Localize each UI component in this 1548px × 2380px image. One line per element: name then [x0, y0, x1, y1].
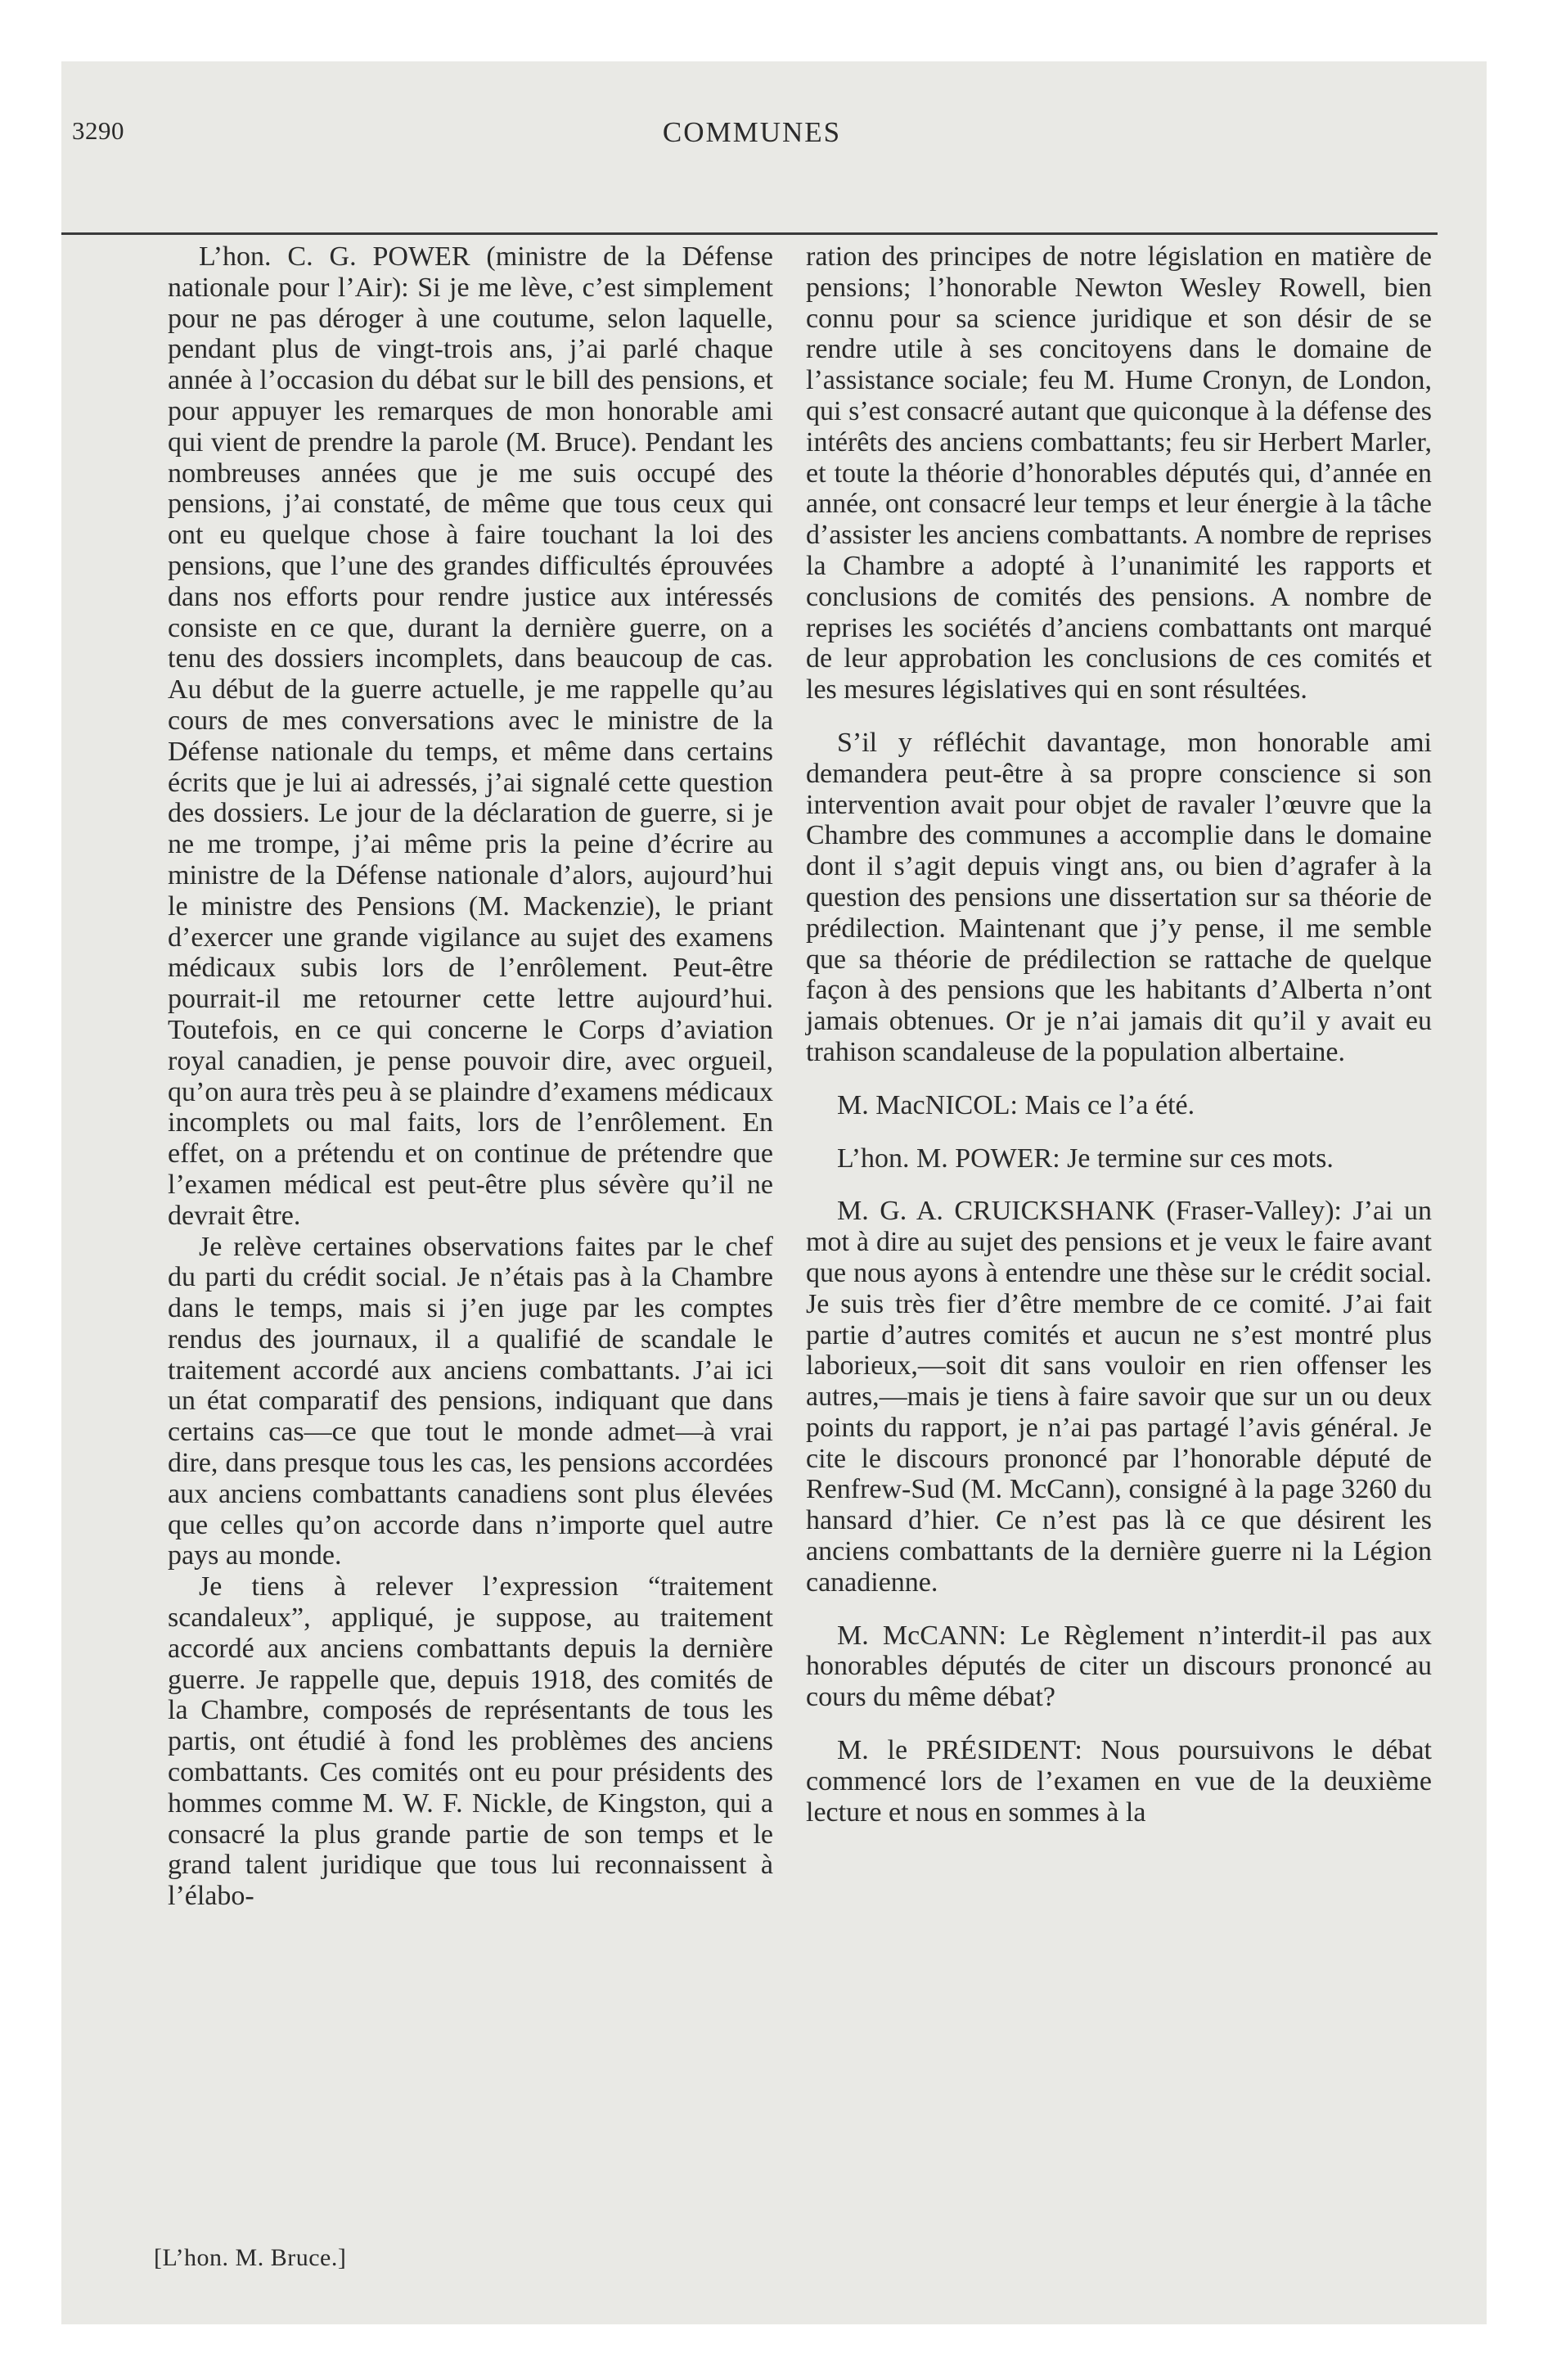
page-header: [72, 116, 1432, 157]
paragraph-power-speech: L’hon. C. G. POWER (ministre de la Défense nationale pour l’Air): Si je me lève, c’est simplement pour ne pas déroger à une coutume, selon laquelle, pendant plus de vingt-trois ans, j’ai parlé chaque année à l’occasion du débat sur le bill des pensions, et pour appuyer les remarques de mon honorable ami qui vient de prendre la parole (M. Bruce). Pendant les nombreuses années que je me suis occupé des pensions, j’ai constaté, de même que tous ceux qui ont eu quelque chose à faire touchant la loi des pensions, que l’une des grandes difficultés éprouvées dans nos efforts pour rendre justice aux intéressés consiste en ce que, durant la dernière guerre, on a tenu des dossiers incomplets, dans beaucoup de cas. Au début de la guerre actuelle, je me rappelle qu’au cours de mes conversations avec le ministre de la Défense nationale du temps, et même dans certains écrits que je lui ai adressés, j’ai signalé cette question des dossiers. Le jour de la déclaration de guerre, si je ne me trompe, j’ai même pris la peine d’écrire au ministre de la Défense nationale d’alors, aujourd’hui le ministre des Pensions (M. Mackenzie), le priant d’exercer une grande vigilance au sujet des examens médicaux subis lors de l’enrôlement. Peut-être pourrait-il me retourner cette lettre aujourd’hui. Toutefois, en ce qui concerne le Corps d’aviation royal canadien, je pense pouvoir dire, avec orgueil, qu’on aura très peu à se plaindre d’examens médicaux incomplets ou mal faits, lors de l’enrôlement. En effet, on a prétendu et on continue de prétendre que l’examen médical est peut-être plus sévère qu’il ne devrait être.: [168, 241, 773, 1231]
paragraph-macnicol: M. MacNICOL: Mais ce l’a été.: [837, 1089, 1195, 1120]
running-head: COMMUNES: [662, 116, 842, 148]
paragraph-reflexion: S’il y réfléchit davantage, mon honorable ami demandera peut-être à sa propre conscience si son intervention avait pour objet de ravaler l’œuvre que la Chambre des communes a accomplie dans le domaine dont il s’agit depuis vingt ans, ou bien d’agrafer à la question des pensions une dissertation sur sa théorie de prédilection. Maintenant que j’y pense, il me semble que sa théorie de prédilection se rattache de quelque façon à des pensions que les habitants d’Alberta n’ont jamais obtenues. Or je n’ai jamais dit qu’il y avait eu trahison scandaleuse de la population albertaine.: [806, 727, 1432, 1067]
header-rule: [61, 232, 1438, 235]
right-column: [806, 241, 1432, 1828]
left-column: [168, 241, 773, 1912]
paragraph-traitement-scandaleux: Je tiens à relever l’expression “traitement scandaleux”, appliqué, je suppose, au traitement accordé aux anciens combattants depuis la dernière guerre. Je rappelle que, depuis 1918, des comités de la Chambre, composés de représentants de tous les partis, ont étudié à fond les problèmes des anciens combattants. Ces comités ont eu pour présidents des hommes comme M. W. F. Nickle, de Kingston, qui a consacré la plus grande partie de son temps et le grand talent juridique que tous lui reconnaissent à l’élabo-: [168, 1571, 773, 1912]
paragraph-mccann: M. McCANN: Le Règlement n’interdit-il pas aux honorables députés de citer un discours prononcé au cours du même débat?: [806, 1620, 1432, 1713]
speaker-attribution: [L’hon. M. Bruce.]: [154, 2244, 347, 2271]
paragraph-continuation: ration des principes de notre législation en matière de pensions; l’honorable Newton Wesley Rowell, bien connu pour sa science juridique et son désir de se rendre utile à ses concitoyens dans le domaine de l’assistance sociale; feu M. Hume Cronyn, de London, qui s’est consacré autant que quiconque à la défense des intérêts des anciens combattants; feu sir Herbert Marler, et toute la théorie d’honorables députés qui, d’année en année, ont consacré leur temps et leur énergie à la tâche d’assister les anciens combattants. A nombre de reprises la Chambre a adopté à l’unanimité les rapports et conclusions de comités des pensions. A nombre de reprises les sociétés d’anciens combattants ont marqué de leur approbation les conclusions de ces comités et les mesures législatives qui en sont résultées.: [806, 241, 1432, 705]
paragraph-president: M. le PRÉSIDENT: Nous poursuivons le débat commencé lors de l’examen en vue de la deuxième lecture et nous en sommes à la: [806, 1735, 1432, 1828]
page-number: 3290: [72, 116, 124, 145]
paragraph-power-closing: L’hon. M. POWER: Je termine sur ces mots.: [837, 1143, 1334, 1174]
paragraph-cruickshank: M. G. A. CRUICKSHANK (Fraser-Valley): J’ai un mot à dire au sujet des pensions et je veux le faire avant que nous ayons à entendre une thèse sur le crédit social. Je suis très fier d’être membre de ce comité. J’ai fait partie d’autres comités et aucun ne s’est montré plus laborieux,—soit dit sans vouloir en rien offenser les autres,—mais je tiens à faire savoir que sur un ou deux points du rapport, je n’ai pas partagé l’avis général. Je cite le discours prononcé par l’honorable député de Renfrew-Sud (M. McCann), consigné à la page 3260 du hansard d’hier. Ce n’est pas là ce que désirent les anciens combattants de la dernière guerre ni la Légion canadienne.: [806, 1196, 1432, 1598]
paragraph-social-credit: Je relève certaines observations faites par le chef du parti du crédit social. Je n’étais pas à la Chambre dans le temps, mais si j’en juge par les comptes rendus des journaux, il a qualifié de scandale le traitement accordé aux anciens combattants. J’ai ici un état comparatif des pensions, indiquant que dans certains cas—ce que tout le monde admet—à vrai dire, dans presque tous les cas, les pensions accordées aux anciens combattants canadiens sont plus élevées que celles qu’on accorde dans n’importe quel autre pays au monde.: [168, 1231, 773, 1571]
